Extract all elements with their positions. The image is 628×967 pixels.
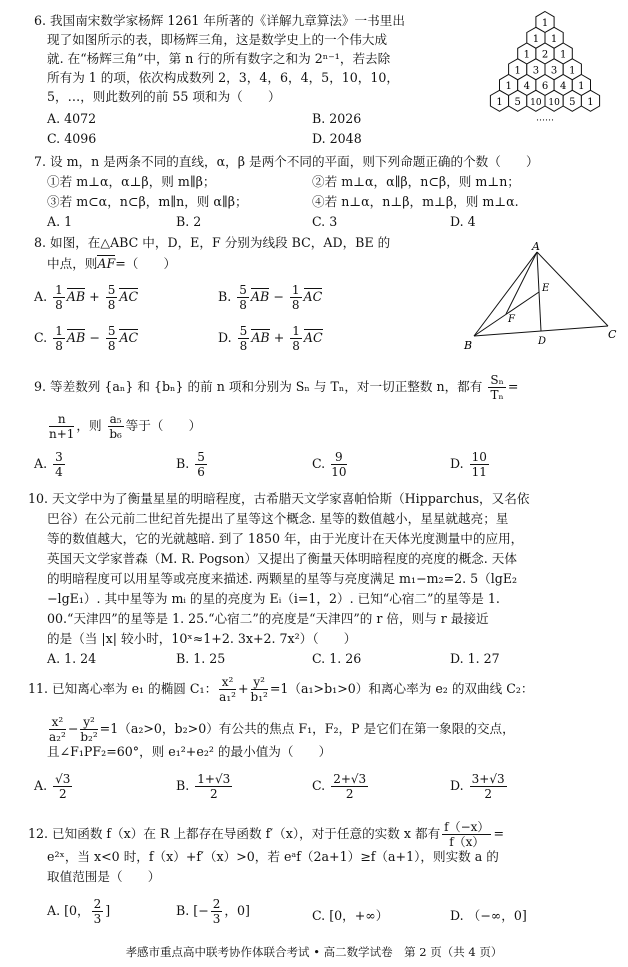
q7-condition-2: ②若 m⊥α，α∥β，n⊂β，则 m⊥n； bbox=[312, 174, 520, 189]
q10-line-1: 10. 天文学中为了衡量星星的明暗程度，古希腊天文学家喜帕恰斯（Hipparchus，又名依 bbox=[28, 491, 530, 506]
triangle-cell-value: 3 bbox=[532, 65, 540, 77]
triangle-cell-value: 1 bbox=[541, 18, 549, 29]
q10-option-b: B. 1. 25 bbox=[176, 651, 226, 666]
q10-line-8: 的是（当 |x| 较小时，10ˣ≈1+2. 3x+2. 7x²）（ ） bbox=[47, 631, 357, 646]
q6-line-1: 6. 我国南宋数学家杨辉 1261 年所著的《详解九章算法》一书里出 bbox=[34, 13, 405, 28]
q6-option-d: D. 2048 bbox=[312, 131, 362, 146]
q12-line-2: e²ˣ，当 x<0 时，f（x）+f′（x）>0，若 eᵃf（2a+1）≥f（a+1），则实数 a 的 bbox=[47, 849, 499, 864]
q7-condition-1: ①若 m⊥α，α⊥β，则 m∥β； bbox=[47, 174, 216, 189]
label-e: E bbox=[542, 283, 550, 294]
q10-line-5: 的明暗程度可以用星等或亮度来描述. 两颗星的星等与亮度满足 m₁−m₂=2. 5（lgE₂ bbox=[47, 571, 518, 586]
q11-option-b: B. $\frac{1+√3}{2}$ bbox=[176, 772, 231, 801]
q11-line-2: $\frac{\text{x²}}{\text{a₂²}}$ − $\frac{\text{y²}}{\text{b₂²}}$ =1（a₂>0，b₂>0）有公共的焦点 F₁，F₂，P 是它们在第一象限的交点， bbox=[49, 715, 515, 744]
q10-line-6: −lgE₁）. 其中星等为 mᵢ 的星的亮度为 Eᵢ（i=1，2）. 已知“心宿二”的星等是 1. bbox=[47, 591, 500, 606]
triangle-cell-value: 1 bbox=[532, 33, 540, 45]
triangle-cell-value: 1 bbox=[569, 65, 576, 77]
q12-option-b: B. [− $\frac{2}{3}$ ，0] bbox=[176, 897, 250, 926]
q9-line-1: 9. 等差数列 {aₙ} 和 {bₙ} 的前 n 项和分别为 Sₙ 与 Tₙ，对一切正整数 n，都有 $\frac{\text{Sₙ}}{\text{Tₙ}}$ = bbox=[34, 373, 519, 402]
q12-line-1: 12. 已知函数 f（x）在 R 上都存在导函数 f′（x），对于任意的实数 x 都有 $\frac{f(-x)}{f(x)}$ = bbox=[28, 820, 504, 849]
triangle-cell-value: 1 bbox=[559, 49, 567, 61]
triangle-cell-value: 1 bbox=[587, 96, 594, 108]
q6-line-4: 所有为 1 的项，依次构成数列 2，3，4，6，4，5，10，10， bbox=[47, 70, 400, 85]
q6-line-3: 就. 在“杨辉三角”中，第 n 行的所有数字之和为 2ⁿ⁻¹，若去除 bbox=[47, 51, 391, 66]
q10-line-3: 等的数值越大，它的光就越暗. 到了 1850 年，由于光度计在天体光度测量中的应用， bbox=[47, 531, 524, 546]
q8-option-c: C. $\frac{1}{8}$ AB − $\frac{5}{8}$ AC bbox=[34, 324, 139, 353]
q8-line-2: 中点，则AF=（ ） bbox=[47, 256, 177, 271]
label-d: D bbox=[538, 336, 547, 347]
q8-option-b: B. $\frac{5}{8}$ AB − $\frac{1}{8}$ AC bbox=[218, 283, 323, 312]
yanghui-triangle-figure bbox=[470, 8, 620, 138]
q11-line-1: 11. 已知离心率为 e₁ 的椭圆 C₁： $\frac{\text{x²}}{\text{a₁²}}$ + $\frac{\text{y²}}{\text{b₁²}}$ =1（a₁>b₁>0）和离心率为 e₂ 的双曲线 C₂： bbox=[28, 675, 534, 704]
triangle-cell-value: 10 bbox=[530, 97, 542, 108]
q11-line-3: 且∠F₁PF₂=60°，则 e₁²+e₂² 的最小值为（ ） bbox=[47, 744, 332, 759]
q9-option-d: D. $\frac{10}{11}$ bbox=[450, 450, 487, 479]
triangle-cell-value: 1 bbox=[550, 33, 558, 45]
triangle-cell-value: 4 bbox=[559, 81, 567, 92]
triangle-cell-value: 3 bbox=[550, 65, 558, 77]
q8-option-a: A. $\frac{1}{8}$ AB + $\frac{5}{8}$ AC bbox=[34, 283, 139, 312]
triangle-cell-value: 1 bbox=[496, 96, 503, 108]
q11-option-d: D. $\frac{3+√3}{2}$ bbox=[450, 772, 505, 801]
q7-line-1: 7. 设 m，n 是两条不同的直线，α，β 是两个不同的平面，则下列命题正确的个数（ ） bbox=[34, 154, 539, 169]
triangle-cell-value: 5 bbox=[569, 96, 576, 108]
q6-option-a: A. 4072 bbox=[47, 111, 97, 126]
q10-line-2: 巴谷）在公元前二世纪首先提出了星等这个概念. 星等的数值越小，星星就越亮；星 bbox=[47, 511, 509, 526]
q7-option-b: B. 2 bbox=[176, 214, 202, 229]
q9-line-2: $\frac{n}{n+1}$ ，则 $\frac{\text{a₅}}{\text{b₆}}$ 等于（ ） bbox=[49, 412, 202, 441]
q10-option-c: C. 1. 26 bbox=[312, 651, 362, 666]
label-a: A bbox=[532, 240, 540, 253]
q8-line-1: 8. 如图，在△ABC 中，D，E，F 分别为线段 BC，AD，BE 的 bbox=[34, 235, 391, 250]
q10-option-d: D. 1. 27 bbox=[450, 651, 500, 666]
triangle-abc-figure bbox=[462, 240, 622, 355]
q7-option-a: A. 1 bbox=[47, 214, 73, 229]
triangle-cell-value: 1 bbox=[523, 49, 531, 61]
q6-line-5: 5，…，则此数列的前 55 项和为（ ） bbox=[47, 89, 281, 104]
q7-option-c: C. 3 bbox=[312, 214, 338, 229]
q12-option-d: D. （−∞，0] bbox=[450, 908, 527, 923]
q10-option-a: A. 1. 24 bbox=[47, 651, 97, 666]
triangle-cell-value: 10 bbox=[548, 97, 560, 108]
triangle-cell-value: 1 bbox=[578, 81, 585, 92]
q9-option-a: A. $\frac{3}{4}$ bbox=[34, 450, 63, 479]
label-b: B bbox=[464, 339, 473, 352]
q7-condition-3: ③若 m⊂α，n⊂β，m∥n，则 α∥β； bbox=[47, 194, 248, 209]
label-f: F bbox=[508, 314, 515, 325]
q12-line-3: 取值范围是（ ） bbox=[47, 869, 161, 884]
q11-option-c: C. $\frac{2+√3}{2}$ bbox=[312, 772, 367, 801]
q6-option-b: B. 2026 bbox=[312, 111, 362, 126]
label-c: C bbox=[608, 328, 617, 341]
triangle-cell-value: 1 bbox=[514, 65, 521, 77]
triangle-cell-value: 1 bbox=[505, 81, 512, 92]
triangle-cell-value: 6 bbox=[541, 81, 549, 92]
q11-option-a: A. $\frac{√3}{2}$ bbox=[34, 772, 71, 801]
triangle-cell-value: 4 bbox=[523, 81, 531, 92]
q12-option-a: A. [0， $\frac{2}{3}$ ] bbox=[47, 897, 111, 926]
q10-line-7: 00.“天津四”的星等是 1. 25.“心宿二”的亮度是“天津四”的 r 倍，则与 r 最接近 bbox=[47, 611, 489, 626]
q12-option-c: C. [0，+∞） bbox=[312, 908, 389, 923]
q9-option-c: C. $\frac{9}{10}$ bbox=[312, 450, 347, 479]
triangle-cell-value: 5 bbox=[514, 96, 521, 108]
page-footer: 孝感市重点高中联考协作体联合考试 • 高二数学试卷 第 2 页（共 4 页） bbox=[125, 945, 503, 959]
q10-line-4: 英国天文学家普森（M. R. Pogson）又提出了衡量天体明暗程度的亮度的概念. 天体 bbox=[47, 551, 517, 566]
q6-line-2: 现了如图所示的表，即杨辉三角，这是数学史上的一个伟大成 bbox=[47, 32, 388, 47]
triangle-cell-value: 2 bbox=[541, 49, 549, 61]
q6-option-c: C. 4096 bbox=[47, 131, 97, 146]
q8-option-d: D. $\frac{5}{8}$ AB + $\frac{1}{8}$ AC bbox=[218, 324, 323, 353]
q7-condition-4: ④若 n⊥α，n⊥β，m⊥β，则 m⊥α. bbox=[312, 194, 519, 209]
triangle-continuation-dots: …… bbox=[536, 113, 554, 124]
q9-option-b: B. $\frac{5}{6}$ bbox=[176, 450, 205, 479]
q7-option-d: D. 4 bbox=[450, 214, 476, 229]
